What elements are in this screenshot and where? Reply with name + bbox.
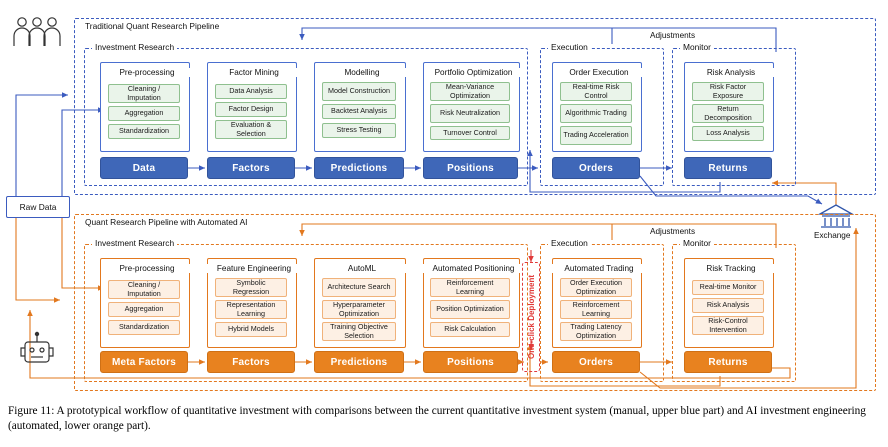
top-item-turnover-control: Turnover Control xyxy=(430,126,510,140)
top-group-risk-analysis-title: Risk Analysis xyxy=(688,68,774,77)
bottom-item-hybrid-models: Hybrid Models xyxy=(215,322,287,337)
top-item-trading-acceleration: Trading Acceleration xyxy=(560,126,632,145)
bottom-item-symbolic-regression: Symbolic Regression xyxy=(215,278,287,297)
bottom-item-training-objective-selection: Training Objective Selection xyxy=(322,322,396,341)
top-item-cleaning-imputation: Cleaning / Imputation xyxy=(108,84,180,103)
bottom-section-execution-title: Execution xyxy=(548,239,591,248)
bottom-item-risk-analysis: Risk Analysis xyxy=(692,298,764,313)
bottom-item-hyperparameter-optimization: Hyperparameter Optimization xyxy=(322,300,396,319)
bottom-item-realtime-monitor: Real-time Monitor xyxy=(692,280,764,295)
exchange-label: Exchange xyxy=(814,231,851,240)
top-item-aggregation: Aggregation xyxy=(108,106,180,121)
top-group-portfolio-optimization-title: Portfolio Optimization xyxy=(425,68,522,77)
top-pill-data: Data xyxy=(100,157,188,179)
bottom-pill-factors: Factors xyxy=(207,351,295,373)
raw-data-box xyxy=(6,196,70,218)
top-item-mean-variance-optimization: Mean-Variance Optimization xyxy=(430,82,510,101)
bottom-pill-returns: Returns xyxy=(684,351,772,373)
top-section-execution-title: Execution xyxy=(548,43,591,52)
bottom-group-automated-positioning-title: Automated Positioning xyxy=(423,264,524,273)
one-click-deployment-label: One-click Deployment xyxy=(526,274,536,360)
top-adjustments-label: Adjustments xyxy=(650,31,696,40)
bottom-pill-positions: Positions xyxy=(423,351,518,373)
bottom-group-preprocessing-title: Pre-processing xyxy=(104,264,190,273)
top-pipeline-title: Traditional Quant Research Pipeline xyxy=(82,22,222,31)
top-item-factor-design: Factor Design xyxy=(215,102,287,117)
top-group-factor-mining-title: Factor Mining xyxy=(211,68,297,77)
bottom-item-reinforcement-learning: Reinforcement Learning xyxy=(560,300,632,319)
top-pill-predictions: Predictions xyxy=(314,157,404,179)
bottom-item-trading-latency-optimization: Trading Latency Optimization xyxy=(560,322,632,341)
bottom-item-risk-calculation: Risk Calculation xyxy=(430,322,510,337)
top-item-evaluation-selection: Evaluation & Selection xyxy=(215,120,287,139)
robot-icon xyxy=(21,332,53,362)
bottom-item-architecture-search: Architecture Search xyxy=(322,278,396,297)
top-section-monitor-title: Monitor xyxy=(680,43,714,52)
bottom-item-risk-control-intervention: Risk-Control Intervention xyxy=(692,316,764,335)
bottom-item-standardization: Standardization xyxy=(108,320,180,335)
top-item-loss-analysis: Loss Analysis xyxy=(692,126,764,141)
bottom-item-representation-learning: Representation Learning xyxy=(215,300,287,319)
top-item-standardization: Standardization xyxy=(108,124,180,139)
top-pill-factors: Factors xyxy=(207,157,295,179)
bottom-pipeline-title: Quant Research Pipeline with Automated AI xyxy=(82,218,250,227)
top-item-realtime-risk-control: Real-time Risk Control xyxy=(560,82,632,101)
top-pill-returns: Returns xyxy=(684,157,772,179)
top-item-model-construction: Model Construction xyxy=(322,82,396,101)
top-pill-positions: Positions xyxy=(423,157,518,179)
figure-caption: Figure 11: A prototypical workflow of quantitative investment with comparisons between the current quantitative investment system (manual, upper blue part) and AI investment engineering (automated, lower orange part). xyxy=(8,405,866,432)
one-click-deployment-badge[interactable] xyxy=(522,262,540,372)
top-item-stress-testing: Stress Testing xyxy=(322,123,396,138)
bottom-item-order-execution-optimization: Order Execution Optimization xyxy=(560,278,632,297)
bottom-item-reinforcement-learning: Reinforcement Learning xyxy=(430,278,510,297)
raw-data-label: Raw Data xyxy=(19,202,57,212)
bottom-adjustments-label: Adjustments xyxy=(650,227,696,236)
bottom-group-automl-title: AutoML xyxy=(318,264,406,273)
top-group-order-execution-title: Order Execution xyxy=(556,68,642,77)
bottom-group-feature-engineering-title: Feature Engineering xyxy=(205,264,303,273)
top-group-modelling-title: Modelling xyxy=(318,68,406,77)
bottom-pill-orders: Orders xyxy=(552,351,640,373)
bottom-item-position-optimization: Position Optimization xyxy=(430,300,510,319)
top-item-risk-neutralization: Risk Neutralization xyxy=(430,104,510,123)
bottom-item-aggregation: Aggregation xyxy=(108,302,180,317)
top-item-data-analysis: Data Analysis xyxy=(215,84,287,99)
top-section-investment-research-title: Investment Research xyxy=(92,43,177,52)
top-item-algorithmic-trading: Algorithmic Trading xyxy=(560,104,632,123)
top-item-risk-factor-exposure: Risk Factor Exposure xyxy=(692,82,764,101)
people-icon xyxy=(14,18,60,46)
bottom-section-monitor-title: Monitor xyxy=(680,239,714,248)
bottom-group-automated-trading-title: Automated Trading xyxy=(552,264,646,273)
top-item-backtest-analysis: Backtest Analysis xyxy=(322,104,396,119)
bottom-item-cleaning-imputation: Cleaning / Imputation xyxy=(108,280,180,299)
bottom-group-risk-tracking-title: Risk Tracking xyxy=(688,264,774,273)
top-item-return-decomposition: Return Decomposition xyxy=(692,104,764,123)
bottom-pill-predictions: Predictions xyxy=(314,351,404,373)
bottom-section-investment-research-title: Investment Research xyxy=(92,239,177,248)
top-pill-orders: Orders xyxy=(552,157,640,179)
top-group-preprocessing-title: Pre-processing xyxy=(104,68,190,77)
bottom-pill-meta-factors: Meta Factors xyxy=(100,351,188,373)
